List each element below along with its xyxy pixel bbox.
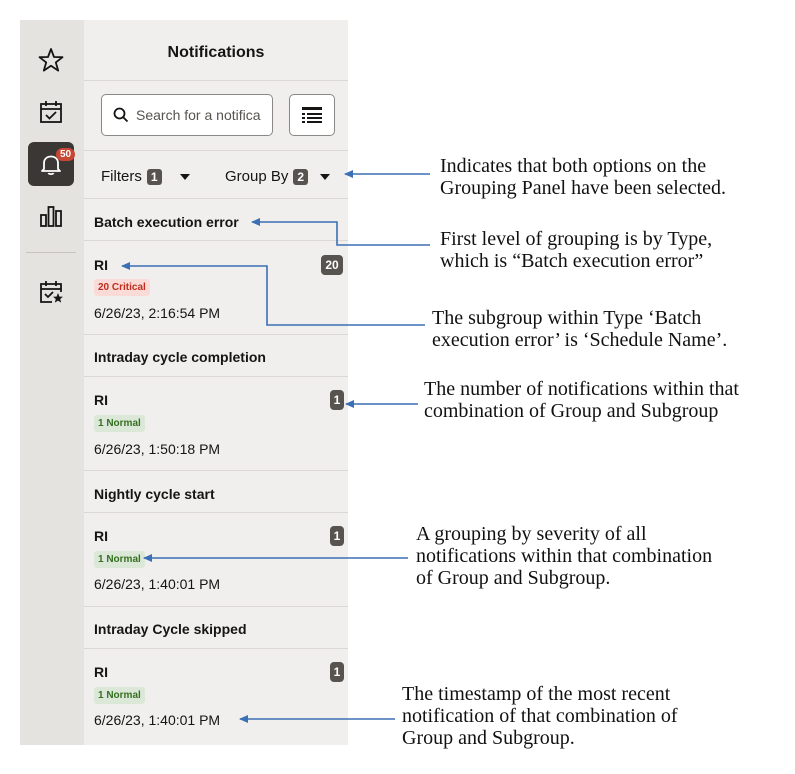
count-badge: 1: [330, 526, 344, 546]
panel-title: Notifications: [167, 44, 265, 61]
timestamp: 6/26/23, 1:40:01 PM: [94, 712, 221, 728]
count-badge: 1: [330, 662, 344, 682]
severity-badge: 1 Normal: [94, 415, 145, 432]
group-header: Batch execution error: [94, 214, 239, 230]
timestamp: 6/26/23, 1:50:18 PM: [94, 441, 221, 457]
callout-first-level: First level of grouping is by Type, which is “Batch execution error”: [440, 228, 713, 272]
notification-count-badge: 50: [56, 148, 75, 161]
arrow-subgroup: [122, 266, 425, 325]
callout-timestamp: The timestamp of the most recent notification of that combination of Group and Subgroup.: [402, 683, 678, 749]
severity-badge: 1 Normal: [94, 551, 145, 568]
callout-count: The number of notifications within that combination of Group and Subgroup: [424, 378, 739, 422]
callout-subgroup: The subgroup within Type ‘Batch execution error’ is ‘Schedule Name’.: [432, 307, 728, 351]
count-badge: 1: [330, 390, 344, 410]
callout-severity: A grouping by severity of all notifications within that combination of Group and Subgroup.: [416, 523, 713, 589]
group-by-label: Group By: [225, 168, 289, 185]
count-badge: 20: [321, 255, 343, 275]
group-header: Intraday Cycle skipped: [94, 621, 247, 637]
severity-badge: 1 Normal: [94, 687, 145, 704]
filters-label: Filters: [101, 168, 142, 185]
callout-grouping-panel: Indicates that both options on the Grouping Panel have been selected.: [440, 155, 727, 199]
subgroup-label: RI: [94, 528, 108, 544]
arrow-type: [252, 222, 430, 245]
subgroup-label: RI: [94, 392, 108, 408]
group-by-count: 2: [293, 169, 308, 185]
filters-count: 1: [147, 169, 162, 185]
timestamp: 6/26/23, 2:16:54 PM: [94, 305, 221, 321]
subgroup-label: RI: [94, 664, 108, 680]
severity-badge: 20 Critical: [94, 279, 150, 296]
group-header: Nightly cycle start: [94, 486, 215, 502]
timestamp: 6/26/23, 1:40:01 PM: [94, 576, 221, 592]
group-header: Intraday cycle completion: [94, 349, 266, 365]
subgroup-label: RI: [94, 257, 108, 273]
